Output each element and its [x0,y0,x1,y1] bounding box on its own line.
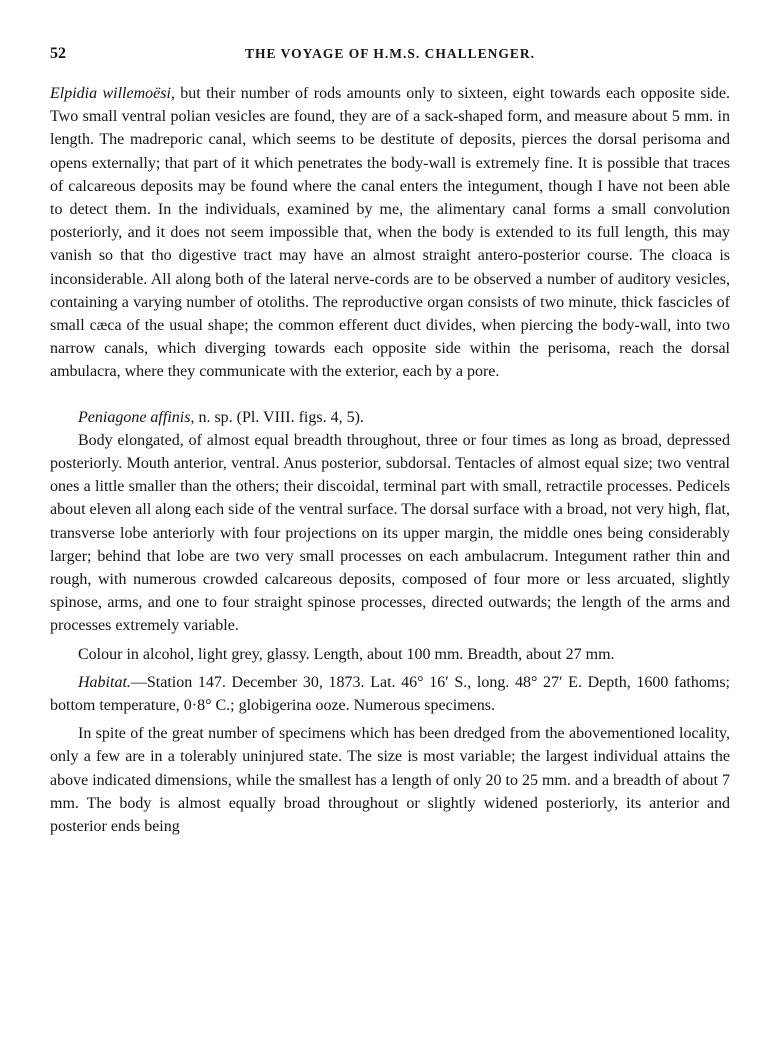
species-name-elpidia: Elpidia willemoësi, [50,85,175,102]
document-page [50,42,730,838]
page-number: 52 [50,45,66,62]
paragraph-text: but their number of rods amounts only to sixteen, eight towards each opposite side. Two small ventral polian vesicles are found, they are of a sack-shaped form, and measure about 5 mm. in length. The madreporic canal, which seems to be destitute of deposits, pierces the dorsal perisoma and opens externally; that part of it which penetrates the body-wall is extremely fine. It is possible that traces of calcareous deposits may be found where the canal enters the integument, though I have not been able to detect them. In the individuals, examined by me, the alimentary canal forms a small convolution posteriorly, and it does not seem impossible that, when the body is extended to its full length, this may vanish so that tho digestive tract may have an almost straight antero-posterior course. The cloaca is inconsiderable. All along both of the lateral nerve-cords are to be observed a number of auditory vesicles, containing a varying number of otoliths. The reproductive organ consists of two minute, thick fascicles of small cæca of the usual shape; the common efferent duct divides, when piercing the body-wall, into two narrow canals, which diverging towards each opposite side within the perisoma, reach the dorsal ambulacra, where they communicate with the exterior, each by a pore. [50,85,730,381]
species-heading-text: , n. sp. (Pl. VIII. figs. 4, 5). [190,408,364,426]
page-header [50,42,730,68]
running-title: THE VOYAGE OF H.M.S. CHALLENGER. [244,46,536,61]
paragraph-remarks: In spite of the great number of specimens which has been dredged from the abovementioned locality, only a few are in a tolerably uninjured state. The size is most variable; the largest individual attains the above indicated dimensions, while the smallest has a length of only 20 to 25 mm. and a breadth of about 7 mm. The body is almost equally broad throughout or slightly widened posteriorly, its anterior and posterior ends being [50,725,730,836]
species-heading [50,406,730,429]
habitat-text: —Station 147. December 30, 1873. Lat. 46° 16′ S., long. 48° 27′ E. Depth, 1600 fathoms; bottom temperature, 0·8° C.; globigerina ooze. Numerous specimens. [50,673,730,715]
paragraph-habitat [50,671,730,717]
habitat-label: Habitat. [78,673,131,691]
species-name-peniagone: Peniagone affinis [78,408,191,426]
paragraph-colour: Colour in alcohol, light grey, glassy. Length, about 100 mm. Breadth, about 27 mm. [78,645,615,663]
paragraph-description: Body elongated, of almost equal breadth throughout, three or four times as long as broad, depressed posteriorly. Mouth anterior, ventral. Anus posterior, subdorsal. Tentacles of almost equal size; two ventral ones a little smaller than the others; their discoidal, terminal part with small, retractile processes. Pedicels about eleven all along each side of the ventral surface. The dorsal surface with a broad, not very high, flat, transverse lobe anteriorly with four projections on its upper margin, the middle ones being considerably larger; behind that lobe are two very small processes on each ambulacrum. Integument rather thin and rough, with numerous crowded calcareous deposits, composed of four more or less arcuated, slightly spinose, arms, and one to four straight spinose processes, directed outwards; the length of the arms and processes extremely variable. [50,431,730,635]
paragraph-elpidia [50,82,730,384]
page-body [50,82,730,838]
